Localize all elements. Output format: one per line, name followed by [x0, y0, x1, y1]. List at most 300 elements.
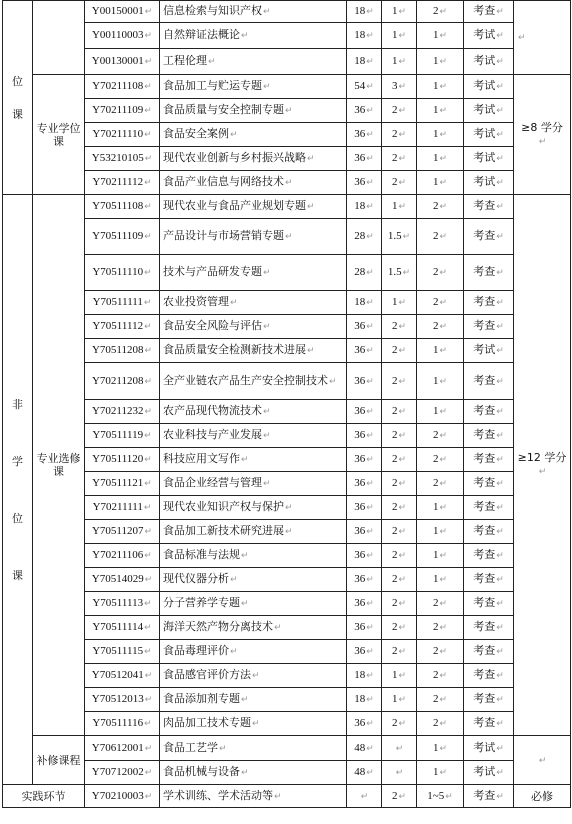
course-code-text: Y70211111	[92, 501, 143, 513]
table-row	[3, 99, 571, 123]
class-hours-text: 28	[354, 230, 366, 242]
course-name	[160, 424, 347, 448]
paragraph-mark-icon: ↵	[398, 345, 407, 355]
class-hours-text: 36	[354, 573, 366, 585]
credits-text: 1	[391, 55, 398, 67]
paragraph-mark-icon: ↵	[398, 321, 407, 331]
assessment-text: 考查	[473, 548, 496, 561]
table-row	[3, 688, 571, 712]
class-hours	[347, 195, 382, 219]
assessment-type	[464, 664, 514, 688]
group-label-bottom: 课	[12, 107, 23, 121]
term-text: 2	[432, 266, 439, 278]
course-code	[85, 712, 160, 736]
credits	[382, 568, 417, 592]
credits	[382, 496, 417, 520]
course-code-text: Y70511112	[92, 320, 144, 332]
course-code-text: Y00130001	[91, 55, 144, 67]
paragraph-mark-icon: ↵	[496, 503, 504, 513]
subgroup-blank	[33, 1, 85, 75]
class-hours	[347, 616, 382, 640]
course-code	[85, 339, 160, 363]
group-label: 补修课程	[36, 753, 81, 767]
table-row	[3, 75, 571, 99]
paragraph-mark-icon: ↵	[398, 574, 407, 584]
class-hours-text: 18	[354, 5, 366, 17]
assessment-type	[464, 195, 514, 219]
course-name	[160, 640, 347, 664]
paragraph-mark-icon: ↵	[496, 106, 504, 116]
course-table	[2, 0, 571, 808]
paragraph-mark-icon: ↵	[398, 6, 407, 16]
paragraph-mark-icon: ↵	[143, 502, 152, 512]
paragraph-mark-icon: ↵	[439, 56, 448, 66]
credits	[382, 363, 417, 400]
credits-text: 2	[391, 525, 398, 537]
credits-text: 1.5	[387, 230, 402, 242]
paragraph-mark-icon: ↵	[398, 502, 407, 512]
assessment-text: 考试	[473, 765, 496, 778]
term	[417, 147, 464, 171]
course-name	[160, 592, 347, 616]
class-hours-text: 18	[354, 669, 366, 681]
paragraph-mark-icon: ↵	[496, 527, 504, 537]
course-code-text: Y70211110	[92, 128, 144, 140]
paragraph-mark-icon: ↵	[144, 550, 152, 560]
credits-text: 1	[391, 669, 398, 681]
group-label-char: 位	[12, 511, 23, 525]
credits	[382, 49, 417, 75]
class-hours	[347, 400, 382, 424]
paragraph-mark-icon: ↵	[439, 297, 448, 307]
credits	[382, 472, 417, 496]
table-row	[3, 1, 571, 23]
paragraph-mark-icon: ↵	[496, 671, 504, 681]
credits-text: 1	[391, 200, 398, 212]
assessment-text: 考查	[473, 572, 496, 585]
course-code	[85, 761, 160, 785]
credits	[382, 147, 417, 171]
term	[417, 664, 464, 688]
paragraph-mark-icon: ↵	[366, 56, 374, 66]
paragraph-mark-icon: ↵	[241, 599, 249, 609]
credits	[382, 99, 417, 123]
course-name-text: 食品安全风险与评估	[163, 319, 262, 332]
paragraph-mark-icon: ↵	[398, 526, 407, 536]
paragraph-mark-icon: ↵	[144, 718, 152, 728]
course-name-text: 食品安全案例	[163, 127, 229, 140]
group-label-char: 课	[12, 568, 23, 582]
course-name-text: 学术训练、学术活动等	[163, 788, 273, 802]
paragraph-mark-icon: ↵	[398, 81, 407, 91]
credits-text: 2	[391, 573, 398, 585]
course-name-text: 科技应用文写作	[163, 452, 240, 465]
assessment-type	[464, 448, 514, 472]
course-code	[85, 544, 160, 568]
class-hours-text: 48	[354, 741, 366, 754]
paragraph-mark-icon: ↵	[439, 375, 448, 386]
paragraph-mark-icon: ↵	[496, 407, 504, 417]
paragraph-mark-icon: ↵	[366, 526, 374, 536]
assessment-text: 考查	[473, 620, 496, 633]
assessment-text: 考试	[473, 740, 496, 754]
paragraph-mark-icon: ↵	[241, 768, 249, 778]
paragraph-mark-icon: ↵	[496, 695, 504, 705]
term-text: 1	[432, 405, 439, 417]
paragraph-mark-icon: ↵	[285, 503, 293, 513]
table-row	[3, 640, 571, 664]
assessment-type	[464, 496, 514, 520]
paragraph-mark-icon: ↵	[307, 346, 315, 356]
paragraph-mark-icon: ↵	[439, 267, 448, 277]
assessment-text: 考查	[473, 319, 496, 332]
term-text: 1	[432, 374, 439, 387]
table-row	[3, 448, 571, 472]
non-degree-course-group	[3, 195, 33, 785]
course-name	[160, 520, 347, 544]
course-name-text: 现代农业创新与乡村振兴战略	[163, 151, 306, 164]
term-text: 1~5	[427, 789, 445, 802]
assessment-text: 考试	[473, 28, 496, 41]
paragraph-mark-icon: ↵	[366, 454, 374, 464]
course-name	[160, 49, 347, 75]
course-code-text: Y70210003	[91, 789, 144, 802]
assessment-type	[464, 640, 514, 664]
paragraph-mark-icon: ↵	[439, 646, 448, 656]
class-hours	[347, 640, 382, 664]
paragraph-mark-icon: ↵	[144, 430, 152, 440]
assessment-text: 考查	[473, 788, 496, 802]
assessment-type	[464, 123, 514, 147]
paragraph-mark-icon: ↵	[263, 268, 271, 278]
credits-text: 2	[391, 549, 398, 561]
assessment-type	[464, 49, 514, 75]
credits	[382, 592, 417, 616]
paragraph-mark-icon: ↵	[144, 177, 152, 187]
course-code-text: Y70211108	[92, 80, 144, 92]
class-hours-text: 36	[354, 549, 366, 561]
term-text: 1	[432, 549, 439, 561]
course-code	[85, 496, 160, 520]
course-code	[85, 616, 160, 640]
course-name-text: 工程伦理	[163, 54, 207, 67]
assessment-text: 考查	[473, 476, 496, 489]
assessment-type	[464, 688, 514, 712]
term	[417, 496, 464, 520]
table-row	[3, 616, 571, 640]
class-hours	[347, 496, 382, 520]
course-code	[85, 568, 160, 592]
paragraph-mark-icon: ↵	[144, 153, 153, 163]
course-code	[85, 99, 160, 123]
paragraph-mark-icon: ↵	[241, 455, 249, 465]
credit-requirement	[514, 75, 571, 195]
assessment-type	[464, 363, 514, 400]
term-text: 2	[432, 477, 439, 489]
credits-text: 2	[391, 152, 398, 164]
term	[417, 761, 464, 785]
group-label-char: 学	[12, 454, 23, 468]
paragraph-mark-icon: ↵	[144, 321, 152, 331]
term	[417, 171, 464, 195]
paragraph-mark-icon: ↵	[538, 467, 547, 477]
term	[417, 785, 464, 808]
credits	[382, 171, 417, 195]
assessment-type	[464, 1, 514, 23]
credits	[382, 255, 417, 291]
credits-text: 2	[391, 374, 398, 387]
paragraph-mark-icon: ↵	[402, 231, 411, 241]
paragraph-mark-icon: ↵	[496, 31, 504, 41]
paragraph-mark-icon: ↵	[496, 7, 504, 17]
paragraph-mark-icon: ↵	[496, 130, 504, 140]
term	[417, 520, 464, 544]
course-name-text: 信息检索与知识产权	[163, 4, 262, 17]
course-name-text: 食品标准与法规	[163, 548, 240, 561]
term-text: 2	[432, 200, 439, 212]
paragraph-mark-icon: ↵	[398, 153, 407, 163]
credits-text: 1	[391, 693, 398, 705]
course-code-text: Y70211232	[91, 405, 144, 417]
course-code-text: Y00110003	[91, 29, 144, 41]
credits	[382, 448, 417, 472]
term	[417, 400, 464, 424]
credits-text: 2	[391, 501, 398, 513]
paragraph-mark-icon: ↵	[144, 622, 152, 632]
paragraph-mark-icon: ↵	[496, 768, 504, 778]
class-hours-text: 36	[354, 501, 366, 513]
paragraph-mark-icon: ↵	[439, 177, 448, 187]
paragraph-mark-icon: ↵	[398, 718, 407, 728]
course-code-text: Y70612001	[91, 741, 144, 754]
paragraph-mark-icon: ↵	[398, 105, 407, 115]
table-row	[3, 592, 571, 616]
assessment-type	[464, 761, 514, 785]
assessment-text: 考试	[473, 127, 496, 140]
course-code-text: Y70511109	[92, 230, 144, 242]
class-hours	[347, 448, 382, 472]
term-text: 1	[432, 152, 439, 164]
paragraph-mark-icon: ↵	[398, 430, 407, 440]
credits-text: 2	[391, 597, 398, 609]
paragraph-mark-icon: ↵	[518, 33, 526, 43]
paragraph-mark-icon: ↵	[398, 201, 407, 211]
credits-text: 2	[391, 717, 398, 729]
course-name	[160, 688, 347, 712]
course-code-text: Y70712002	[91, 766, 144, 778]
course-name-text: 农产品现代物流技术	[163, 404, 262, 417]
term	[417, 315, 464, 339]
credit-requirement	[514, 195, 571, 736]
course-code	[85, 664, 160, 688]
table-row	[3, 363, 571, 400]
paragraph-mark-icon: ↵	[496, 743, 504, 754]
paragraph-mark-icon: ↵	[144, 406, 153, 416]
paragraph-mark-icon: ↵	[496, 376, 504, 387]
credits	[382, 23, 417, 49]
course-code	[85, 400, 160, 424]
paragraph-mark-icon: ↵	[144, 81, 152, 91]
assessment-type	[464, 520, 514, 544]
credits	[382, 339, 417, 363]
assessment-text: 考查	[473, 295, 496, 308]
credits-text: 2	[391, 176, 398, 188]
paragraph-mark-icon: ↵	[439, 502, 448, 512]
course-code	[85, 520, 160, 544]
paragraph-mark-icon: ↵	[366, 670, 374, 680]
course-code-text: Y70511113	[92, 597, 144, 609]
assessment-text: 考试	[473, 54, 496, 67]
term	[417, 712, 464, 736]
paragraph-mark-icon: ↵	[366, 646, 374, 656]
class-hours-text: 36	[354, 344, 366, 356]
paragraph-mark-icon: ↵	[263, 479, 271, 489]
paragraph-mark-icon: ↵	[439, 129, 448, 139]
course-code	[85, 147, 160, 171]
paragraph-mark-icon: ↵	[230, 130, 238, 140]
paragraph-mark-icon: ↵	[398, 550, 407, 560]
class-hours	[347, 544, 382, 568]
course-name-text: 农业投资管理	[163, 295, 229, 308]
paragraph-mark-icon: ↵	[263, 407, 271, 417]
paragraph-mark-icon: ↵	[496, 575, 504, 585]
term	[417, 195, 464, 219]
term	[417, 363, 464, 400]
course-name	[160, 785, 347, 808]
term-text: 2	[432, 5, 439, 17]
paragraph-mark-icon: ↵	[366, 718, 374, 728]
course-name	[160, 712, 347, 736]
class-hours-text: 36	[354, 152, 366, 164]
paragraph-mark-icon: ↵	[144, 598, 152, 608]
class-hours-text: 36	[354, 453, 366, 465]
assessment-text: 考查	[473, 4, 496, 17]
paragraph-mark-icon: ↵	[398, 622, 407, 632]
credits	[382, 736, 417, 761]
term-text: 1	[432, 525, 439, 537]
class-hours-text: 36	[354, 645, 366, 657]
paragraph-mark-icon: ↵	[230, 298, 238, 308]
course-code	[85, 688, 160, 712]
term	[417, 544, 464, 568]
assessment-type	[464, 785, 514, 808]
course-name-text: 现代农业与食品产业规划专题	[163, 199, 306, 212]
paragraph-mark-icon: ↵	[538, 755, 547, 766]
paragraph-mark-icon: ↵	[274, 623, 282, 633]
term-text: 2	[432, 645, 439, 657]
credits-text: 2	[391, 477, 398, 489]
credits-text: 1	[391, 5, 398, 17]
paragraph-mark-icon: ↵	[285, 106, 293, 116]
class-hours-text: 36	[354, 525, 366, 537]
course-code	[85, 640, 160, 664]
paragraph-mark-icon: ↵	[219, 743, 227, 754]
course-code-text: Y70514029	[91, 573, 144, 585]
course-name	[160, 448, 347, 472]
assessment-type	[464, 171, 514, 195]
table-row	[3, 785, 571, 808]
paragraph-mark-icon: ↵	[439, 105, 448, 115]
credits	[382, 75, 417, 99]
course-name-text: 现代仪器分析	[163, 572, 229, 585]
course-code	[85, 1, 160, 23]
course-code-text: Y70511119	[92, 429, 144, 441]
course-code	[85, 448, 160, 472]
paragraph-mark-icon: ↵	[144, 267, 152, 277]
table-row	[3, 568, 571, 592]
paragraph-mark-icon: ↵	[439, 742, 448, 753]
course-name	[160, 544, 347, 568]
paragraph-mark-icon: ↵	[144, 670, 153, 680]
paragraph-mark-icon: ↵	[496, 346, 504, 356]
paragraph-mark-icon: ↵	[439, 526, 448, 536]
course-code-text: Y70211106	[92, 549, 144, 561]
course-code	[85, 785, 160, 808]
term-text: 2	[432, 669, 439, 681]
course-table-body	[3, 1, 571, 808]
term	[417, 75, 464, 99]
paragraph-mark-icon: ↵	[263, 322, 271, 332]
class-hours	[347, 568, 382, 592]
table-row	[3, 255, 571, 291]
term-text: 2	[432, 453, 439, 465]
paragraph-mark-icon: ↵	[144, 129, 152, 139]
paragraph-mark-icon: ↵	[143, 297, 152, 307]
assessment-type	[464, 712, 514, 736]
term	[417, 736, 464, 761]
course-name-text: 现代农业知识产权与保护	[163, 500, 284, 513]
credits	[382, 664, 417, 688]
class-hours	[347, 123, 382, 147]
course-name	[160, 664, 347, 688]
assessment-type	[464, 99, 514, 123]
assessment-text: 考查	[473, 500, 496, 513]
paragraph-mark-icon: ↵	[144, 6, 153, 16]
paragraph-mark-icon: ↵	[439, 622, 448, 632]
term-text: 2	[432, 597, 439, 609]
course-code-text: Y70511208	[91, 344, 144, 356]
term	[417, 640, 464, 664]
course-code	[85, 592, 160, 616]
class-hours-text: 36	[354, 597, 366, 609]
paragraph-mark-icon: ↵	[439, 767, 448, 777]
credit-requirement-text: ≥12 学分	[517, 451, 567, 464]
paragraph-mark-icon: ↵	[439, 478, 448, 488]
paragraph-mark-icon: ↵	[208, 57, 216, 67]
credits-text: 2	[391, 453, 398, 465]
paragraph-mark-icon: ↵	[398, 406, 407, 416]
class-hours-text: 36	[354, 717, 366, 729]
paragraph-mark-icon: ↵	[496, 719, 504, 729]
course-code-text: Y70511111	[92, 296, 143, 308]
paragraph-mark-icon: ↵	[496, 82, 504, 92]
paragraph-mark-icon: ↵	[439, 670, 448, 680]
course-name-text: 全产业链农产品生产安全控制技术	[163, 373, 328, 387]
paragraph-mark-icon: ↵	[439, 430, 448, 440]
assessment-text: 考查	[473, 428, 496, 441]
class-hours	[347, 472, 382, 496]
paragraph-mark-icon: ↵	[398, 30, 407, 40]
course-code	[85, 219, 160, 255]
credits	[382, 400, 417, 424]
paragraph-mark-icon: ↵	[439, 321, 448, 331]
course-name	[160, 195, 347, 219]
course-name-text: 自然辩证法概论	[163, 28, 240, 41]
paragraph-mark-icon: ↵	[439, 153, 448, 163]
paragraph-mark-icon: ↵	[395, 767, 404, 777]
assessment-type	[464, 568, 514, 592]
credits-text: 2	[391, 645, 398, 657]
